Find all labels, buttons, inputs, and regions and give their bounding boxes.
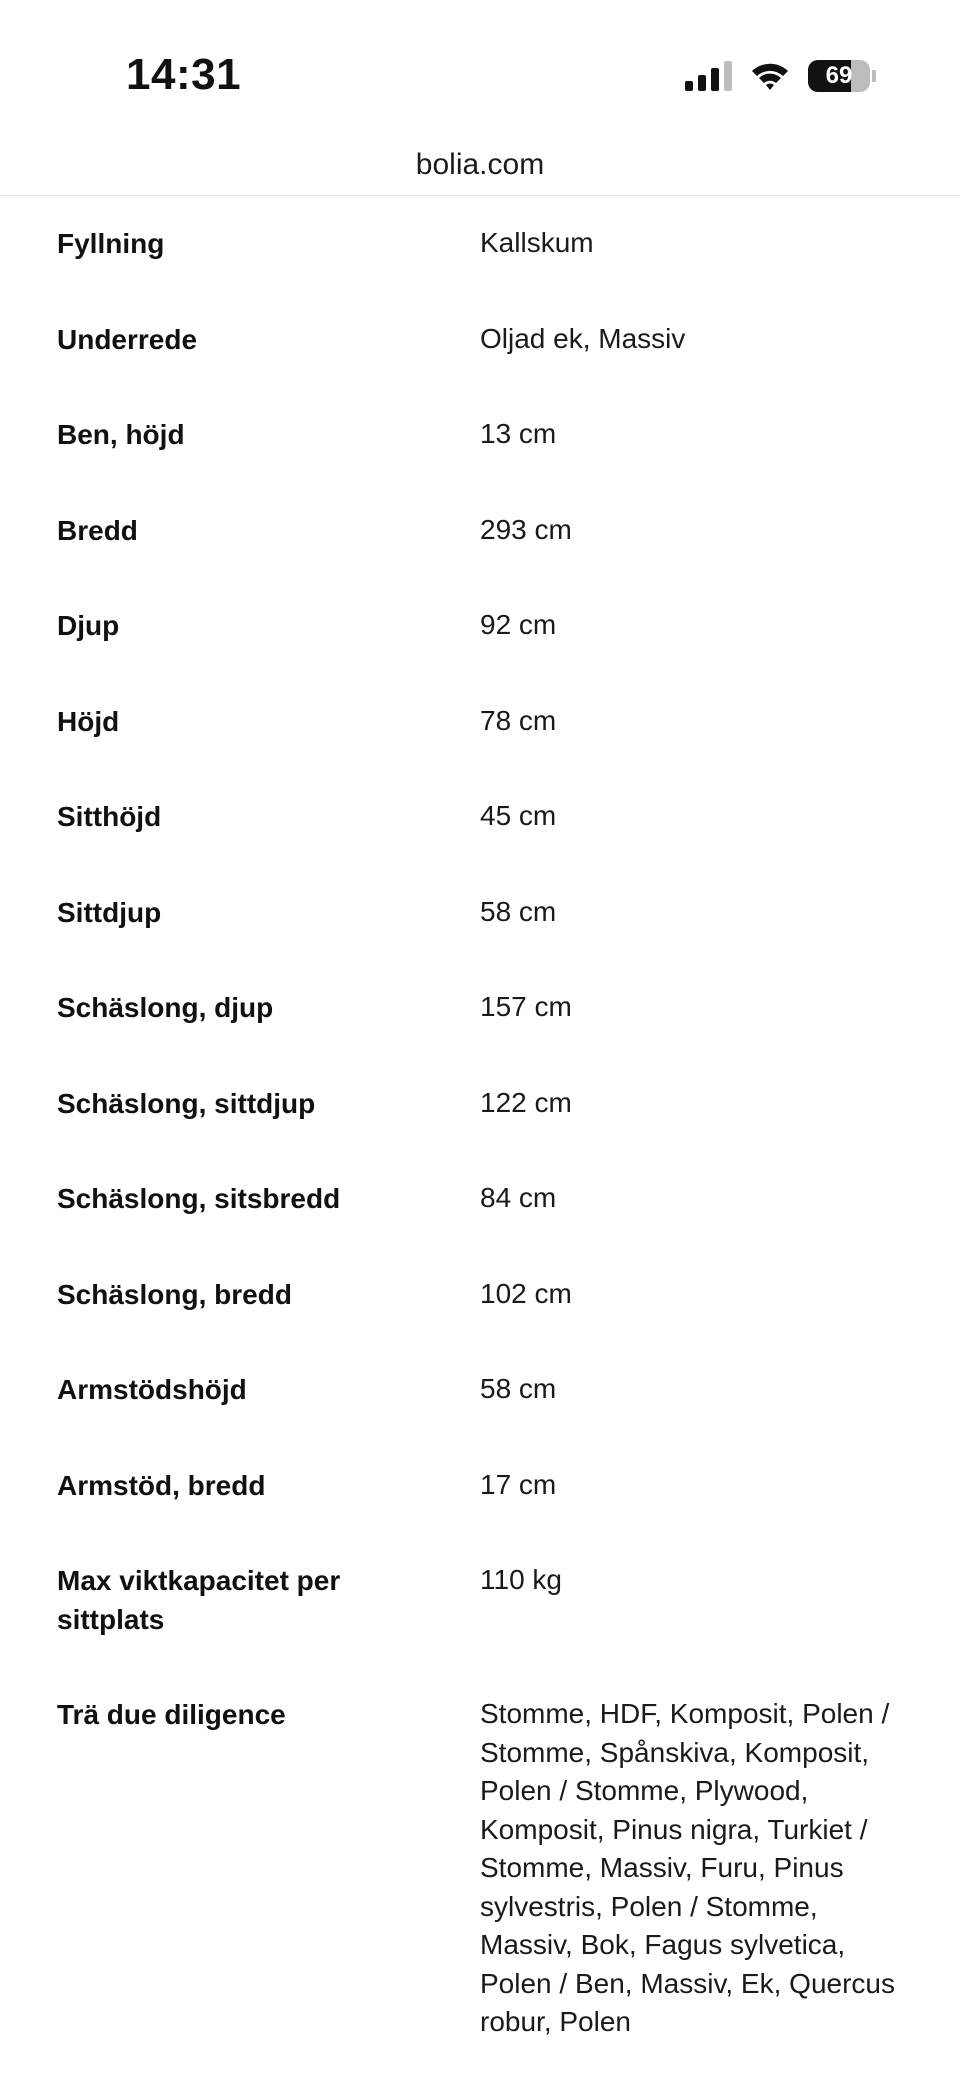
spec-label: Sittdjup [57,896,162,928]
spec-row-underrede [0,292,960,388]
spec-label: Max viktkapacitet per sittplats [57,1565,341,1635]
spec-row-armstodshojd [0,1342,960,1438]
spec-row-schaslong-sittdjup [0,1056,960,1152]
cellular-signal-icon [685,61,732,91]
spec-row-armstod-bredd [0,1438,960,1534]
spec-value: Oljad ek, Massiv [480,322,686,354]
spec-row-fyllning [0,196,960,292]
spec-row-schaslong-djup [0,960,960,1056]
spec-label: Höjd [57,705,120,737]
spec-value: 84 cm [480,1182,557,1213]
spec-label: Armstödshöjd [57,1374,247,1405]
spec-row-sittdjup [0,865,960,961]
spec-value: 293 cm [480,513,572,545]
spec-value: 122 cm [480,1086,572,1118]
spec-row-djup [0,578,960,674]
status-time: 14:31 [126,50,242,99]
spec-value: 102 cm [480,1277,572,1309]
spec-row-bredd [0,483,960,579]
spec-label: Armstöd, bredd [57,1469,266,1501]
spec-label: Fyllning [57,228,165,259]
spec-row-ben-hojd [0,387,960,483]
spec-label: Djup [57,610,120,641]
spec-row-max-viktkapacitet [0,1533,960,1667]
product-specifications [0,196,960,2087]
spec-value: 17 cm [480,1468,557,1500]
url-domain[interactable]: bolia.com [415,148,545,181]
spec-label: Schäslong, sitsbredd [57,1183,341,1214]
spec-label: Bredd [57,514,138,546]
spec-row-schaslong-bredd [0,1247,960,1343]
spec-value: Stomme, HDF, Komposit, Polen / Stomme, Spånskiva, Komposit, Polen / Stomme, Plywood, Komposit, Pinus nigra, Turkiet / Stomme, Massiv, Furu, Pinus sylvestris, Polen / Stomme, Massiv, Bok, Fagus sylvetica, Polen / Ben, Massiv, Ek, Quercus robur, Polen [480,1698,895,2037]
spec-row-sitthojd [0,769,960,865]
spec-label: Ben, höjd [57,419,185,450]
spec-value: 58 cm [480,1373,557,1404]
spec-value: Kallskum [480,227,594,258]
spec-value: 78 cm [480,704,557,736]
spec-label: Trä due diligence [57,1699,286,1730]
spec-value: 157 cm [480,991,572,1022]
battery-percentage: 69 [825,62,853,89]
battery-icon [808,60,876,92]
spec-label: Schäslong, djup [57,992,274,1023]
spec-label: Schäslong, sittdjup [57,1087,316,1119]
wifi-icon [750,61,790,91]
spec-row-hojd [0,674,960,770]
status-bar [0,0,960,140]
spec-label: Sitthöjd [57,801,162,832]
spec-row-tra-due-diligence [0,1667,960,2087]
status-icons [685,58,876,94]
spec-label: Underrede [57,323,198,355]
spec-value: 110 kg [480,1564,562,1595]
spec-value: 92 cm [480,609,557,640]
spec-value: 45 cm [480,800,557,831]
spec-row-schaslong-sitsbredd [0,1151,960,1247]
spec-label: Schäslong, bredd [57,1278,292,1310]
spec-value: 58 cm [480,895,557,927]
spec-value: 13 cm [480,418,557,449]
address-bar[interactable] [0,140,960,196]
